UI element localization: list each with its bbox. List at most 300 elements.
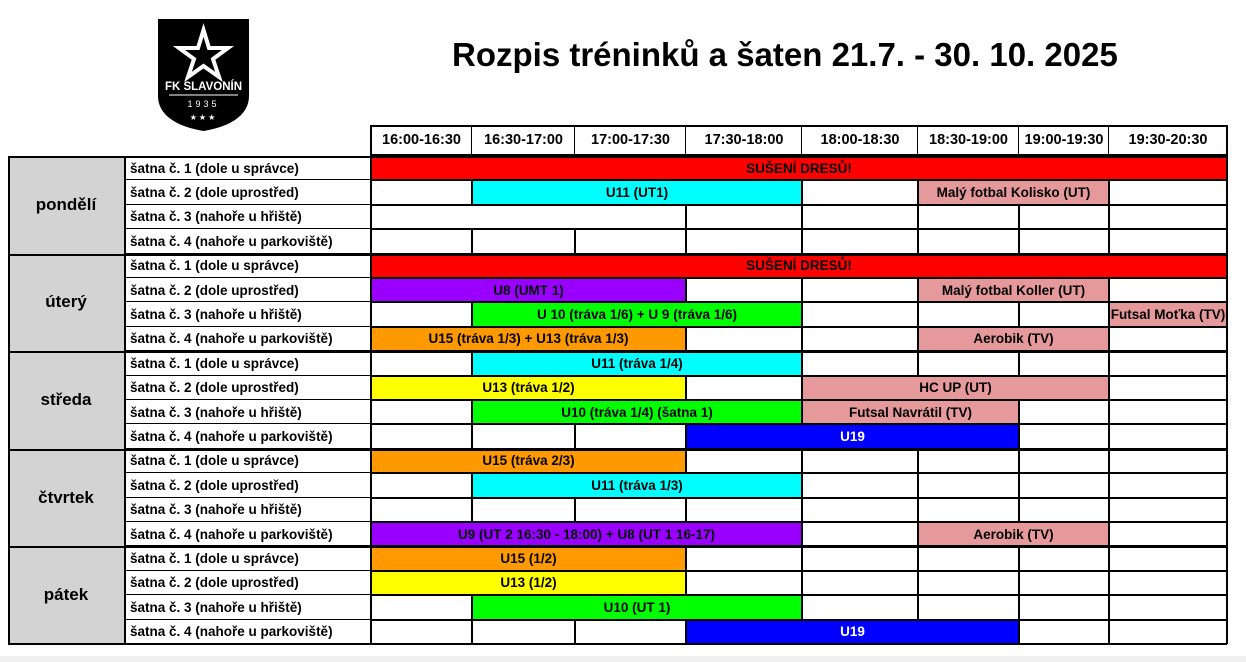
cell-border bbox=[802, 278, 918, 279]
room-label: šatna č. 2 (dole uprostřed) bbox=[124, 376, 371, 400]
cell-border bbox=[1019, 473, 1109, 474]
cell-border bbox=[1109, 400, 1110, 424]
empty-slot bbox=[1109, 229, 1227, 253]
cell-border bbox=[686, 449, 687, 473]
schedule-event bbox=[371, 546, 686, 570]
day-separator bbox=[8, 449, 1227, 451]
time-slot-header: 19:30-20:30 bbox=[1128, 132, 1208, 148]
header-border bbox=[371, 125, 1227, 127]
empty-slot bbox=[918, 473, 1019, 497]
room-label: šatna č. 1 (dole u správce) bbox=[124, 156, 371, 180]
room-label: šatna č. 2 (dole uprostřed) bbox=[124, 571, 371, 595]
empty-slot bbox=[472, 424, 575, 448]
schedule-event bbox=[802, 400, 1019, 424]
empty-slot bbox=[1109, 205, 1227, 229]
cell-border bbox=[686, 205, 802, 206]
cell-border bbox=[371, 229, 472, 230]
cell-border bbox=[801, 376, 802, 400]
cell-border bbox=[472, 498, 473, 522]
empty-slot bbox=[686, 205, 802, 229]
cell-border bbox=[1019, 424, 1109, 425]
cell-border bbox=[686, 498, 687, 522]
event-text: U8 (UMT 1) bbox=[493, 282, 564, 298]
cell-border bbox=[918, 571, 1019, 572]
event-text: U13 (1/2) bbox=[500, 575, 557, 591]
cell-border bbox=[686, 278, 802, 279]
cell-border bbox=[1019, 400, 1020, 424]
empty-slot bbox=[1109, 498, 1227, 522]
event-border bbox=[802, 376, 803, 400]
day-separator bbox=[8, 254, 1227, 256]
schedule-event bbox=[371, 278, 686, 302]
cell-border bbox=[1019, 595, 1020, 619]
empty-slot bbox=[575, 498, 686, 522]
empty-slot bbox=[802, 473, 918, 497]
schedule-event bbox=[371, 449, 686, 473]
cell-border bbox=[371, 180, 472, 181]
empty-slot bbox=[1109, 571, 1227, 595]
cell-border bbox=[802, 229, 918, 230]
event-text: U11 (UT1) bbox=[605, 185, 669, 201]
schedule-event bbox=[472, 302, 802, 326]
cell-border bbox=[802, 522, 803, 546]
time-slot-header: 18:30-19:00 bbox=[929, 132, 1008, 148]
cell-border bbox=[1019, 595, 1109, 596]
empty-slot bbox=[1109, 180, 1227, 204]
cell-border bbox=[918, 205, 919, 229]
empty-slot bbox=[371, 595, 472, 619]
empty-slot bbox=[918, 546, 1019, 570]
event-text: U10 (tráva 1/4) (šatna 1) bbox=[561, 404, 713, 420]
schedule-event bbox=[472, 595, 802, 619]
cell-border bbox=[918, 571, 919, 595]
empty-slot bbox=[802, 351, 918, 375]
cell-border bbox=[686, 498, 802, 499]
cell-border bbox=[1019, 498, 1109, 499]
empty-slot bbox=[686, 278, 802, 302]
cell-border bbox=[918, 229, 1019, 230]
event-text: Aerobik (TV) bbox=[973, 526, 1054, 542]
empty-slot bbox=[802, 546, 918, 570]
room-label: šatna č. 4 (nahoře u parkoviště) bbox=[124, 522, 371, 546]
cell-border bbox=[1019, 571, 1020, 595]
room-label: šatna č. 1 (dole u správce) bbox=[124, 254, 371, 278]
cell-border bbox=[686, 546, 687, 570]
header-border bbox=[370, 125, 371, 155]
empty-slot bbox=[802, 449, 918, 473]
room-label: šatna č. 3 (nahoře u hřiště) bbox=[124, 400, 371, 424]
room-label: šatna č. 4 (nahoře u parkoviště) bbox=[124, 229, 371, 253]
cell-border bbox=[472, 620, 473, 644]
empty-slot bbox=[686, 449, 802, 473]
empty-slot bbox=[371, 620, 472, 644]
event-border bbox=[686, 620, 1019, 621]
cell-border bbox=[471, 351, 472, 375]
empty-slot bbox=[686, 229, 802, 253]
room-label: šatna č. 3 (nahoře u hřiště) bbox=[124, 205, 371, 229]
empty-slot bbox=[1019, 595, 1109, 619]
schedule-event bbox=[686, 620, 1019, 644]
empty-slot bbox=[472, 620, 575, 644]
event-text: Futsal Navrátil (TV) bbox=[848, 404, 973, 420]
event-border bbox=[918, 327, 919, 351]
cell-border bbox=[802, 180, 918, 181]
cell-border bbox=[371, 595, 472, 596]
empty-slot bbox=[686, 376, 802, 400]
event-text: U11 (tráva 1/3) bbox=[591, 477, 683, 493]
cell-border bbox=[1109, 327, 1110, 351]
cell-border bbox=[472, 620, 575, 621]
empty-slot bbox=[918, 449, 1019, 473]
empty-slot bbox=[1019, 571, 1109, 595]
event-text: U11 (tráva 1/4) bbox=[591, 355, 683, 371]
day-separator bbox=[8, 156, 1227, 158]
room-label: šatna č. 4 (nahoře u parkoviště) bbox=[124, 424, 371, 448]
time-slot-header: 19:00-19:30 bbox=[1024, 132, 1104, 148]
cell-border bbox=[1019, 400, 1109, 401]
cell-border bbox=[686, 571, 687, 595]
cell-border bbox=[918, 449, 919, 473]
time-slot-header: 17:00-17:30 bbox=[591, 132, 670, 148]
cell-border bbox=[575, 229, 576, 253]
cell-border bbox=[1019, 205, 1109, 206]
schedule-event bbox=[1109, 302, 1227, 326]
empty-slot bbox=[371, 302, 472, 326]
header-border bbox=[574, 125, 575, 155]
cell-border bbox=[575, 229, 686, 230]
empty-slot bbox=[1019, 473, 1109, 497]
event-text: HC UP (UT) bbox=[919, 380, 992, 396]
cell-border bbox=[918, 546, 919, 570]
time-slot-header: 16:30-17:00 bbox=[484, 132, 563, 148]
schedule-event bbox=[918, 180, 1109, 204]
cell-border bbox=[1019, 302, 1109, 303]
empty-slot bbox=[1019, 400, 1109, 424]
empty-slot bbox=[918, 498, 1019, 522]
cell-border bbox=[802, 302, 918, 303]
schedule-event bbox=[918, 522, 1109, 546]
event-border bbox=[918, 522, 919, 546]
empty-slot bbox=[1109, 595, 1227, 619]
empty-slot bbox=[802, 327, 918, 351]
event-border bbox=[472, 302, 802, 303]
cell-border bbox=[1019, 302, 1020, 326]
cell-border bbox=[685, 620, 686, 644]
cell-border bbox=[1109, 424, 1110, 448]
cell-border bbox=[1019, 546, 1020, 570]
room-label: šatna č. 1 (dole u správce) bbox=[124, 546, 371, 570]
time-slot-header: 16:00-16:30 bbox=[382, 132, 461, 148]
header-border bbox=[1226, 125, 1227, 155]
empty-slot bbox=[802, 571, 918, 595]
cell-border bbox=[1109, 620, 1110, 644]
event-text: Malý fotbal Koller (UT) bbox=[941, 282, 1086, 298]
cell-border bbox=[802, 302, 803, 326]
cell-border bbox=[1019, 498, 1020, 522]
schedule-event bbox=[371, 156, 1227, 180]
cell-border bbox=[1108, 302, 1109, 326]
empty-slot bbox=[1109, 546, 1227, 570]
cell-border bbox=[371, 205, 686, 206]
empty-slot bbox=[1019, 302, 1109, 326]
cell-border bbox=[1109, 351, 1110, 375]
cell-border bbox=[802, 205, 918, 206]
header-border bbox=[917, 125, 918, 155]
event-border bbox=[472, 400, 802, 401]
cell-border bbox=[1109, 229, 1110, 253]
page-title: Rozpis tréninků a šaten 21.7. - 30. 10. 2025 bbox=[452, 36, 1118, 73]
time-slot-header: 18:00-18:30 bbox=[820, 132, 900, 148]
schedule-event bbox=[371, 327, 686, 351]
cell-border bbox=[686, 278, 687, 302]
room-label: šatna č. 2 (dole uprostřed) bbox=[124, 180, 371, 204]
cell-border bbox=[1109, 498, 1110, 522]
empty-slot bbox=[1019, 546, 1109, 570]
cell-border bbox=[1109, 180, 1110, 204]
empty-slot bbox=[802, 180, 918, 204]
empty-slot bbox=[371, 351, 472, 375]
cell-border bbox=[918, 205, 1019, 206]
event-text: U15 (tráva 2/3) bbox=[482, 453, 575, 469]
day-label: úterý bbox=[8, 254, 124, 352]
empty-slot bbox=[1019, 205, 1109, 229]
schedule-event bbox=[472, 180, 802, 204]
schedule-event bbox=[472, 351, 802, 375]
cell-border bbox=[917, 278, 918, 302]
cell-border bbox=[1109, 327, 1227, 328]
cell-border bbox=[802, 546, 803, 570]
empty-slot bbox=[686, 498, 802, 522]
cell-border bbox=[371, 400, 472, 401]
event-text: Futsal Moťka (TV) bbox=[1110, 307, 1226, 323]
day-label: čtvrtek bbox=[8, 449, 124, 547]
cell-border bbox=[1019, 205, 1020, 229]
table-border bbox=[1226, 125, 1228, 644]
empty-slot bbox=[1019, 498, 1109, 522]
event-text: U19 bbox=[840, 624, 865, 640]
empty-slot bbox=[1109, 449, 1227, 473]
day-separator bbox=[8, 351, 1227, 353]
event-border bbox=[802, 400, 1019, 401]
event-text: U19 bbox=[840, 429, 865, 445]
cell-border bbox=[472, 424, 473, 448]
cell-border bbox=[686, 571, 802, 572]
room-label: šatna č. 1 (dole u správce) bbox=[124, 351, 371, 375]
cell-border bbox=[1109, 571, 1110, 595]
empty-slot bbox=[918, 571, 1019, 595]
empty-slot bbox=[371, 498, 472, 522]
cell-border bbox=[1109, 205, 1110, 229]
cell-border bbox=[575, 424, 576, 448]
cell-border bbox=[802, 571, 803, 595]
empty-slot bbox=[575, 229, 686, 253]
cell-border bbox=[802, 522, 918, 523]
cell-border bbox=[802, 498, 803, 522]
cell-border bbox=[1019, 620, 1020, 644]
room-label: šatna č. 3 (nahoře u hřiště) bbox=[124, 498, 371, 522]
event-border bbox=[802, 376, 1109, 377]
event-border bbox=[472, 180, 473, 204]
cell-border bbox=[472, 229, 473, 253]
cell-border bbox=[575, 498, 576, 522]
cell-border bbox=[1109, 424, 1227, 425]
cell-border bbox=[1109, 376, 1110, 400]
time-slot-header: 17:30-18:00 bbox=[704, 132, 784, 148]
cell-border bbox=[1019, 449, 1020, 473]
table-border bbox=[8, 156, 10, 644]
event-border bbox=[1109, 302, 1110, 326]
event-border bbox=[686, 424, 1019, 425]
empty-slot bbox=[802, 229, 918, 253]
event-border bbox=[472, 473, 473, 497]
cell-border bbox=[1109, 473, 1227, 474]
event-border bbox=[918, 278, 919, 302]
empty-slot bbox=[1109, 327, 1227, 351]
cell-border bbox=[1019, 424, 1020, 448]
cell-border bbox=[1109, 498, 1227, 499]
empty-slot bbox=[918, 595, 1019, 619]
cell-border bbox=[371, 302, 472, 303]
empty-slot bbox=[472, 498, 575, 522]
empty-slot bbox=[371, 180, 472, 204]
cell-border bbox=[686, 327, 687, 351]
schedule-event bbox=[371, 376, 686, 400]
empty-slot bbox=[1019, 449, 1109, 473]
event-border bbox=[371, 278, 686, 279]
cell-border bbox=[1109, 205, 1227, 206]
event-border bbox=[1109, 302, 1227, 303]
room-label: šatna č. 4 (nahoře u parkoviště) bbox=[124, 620, 371, 644]
table-border bbox=[370, 125, 372, 644]
header-border bbox=[801, 125, 802, 155]
cell-border bbox=[802, 473, 803, 497]
cell-border bbox=[918, 473, 919, 497]
cell-border bbox=[1109, 449, 1110, 473]
cell-border bbox=[918, 302, 1019, 303]
cell-border bbox=[1019, 473, 1020, 497]
cell-border bbox=[371, 424, 472, 425]
header-border bbox=[371, 154, 1227, 156]
empty-slot bbox=[802, 522, 918, 546]
cell-border bbox=[686, 229, 802, 230]
event-border bbox=[686, 424, 687, 448]
event-border bbox=[371, 376, 686, 377]
cell-border bbox=[1019, 351, 1020, 375]
event-border bbox=[918, 327, 1109, 328]
cell-border bbox=[802, 205, 803, 229]
schedule-event bbox=[371, 522, 802, 546]
event-border bbox=[686, 620, 687, 644]
event-text: U15 (1/2) bbox=[500, 551, 557, 567]
day-separator bbox=[8, 546, 1227, 548]
room-label: šatna č. 4 (nahoře u parkoviště) bbox=[124, 327, 371, 351]
empty-slot bbox=[1109, 473, 1227, 497]
cell-border bbox=[1109, 229, 1227, 230]
empty-slot bbox=[918, 229, 1019, 253]
empty-slot bbox=[1109, 351, 1227, 375]
empty-slot bbox=[686, 571, 802, 595]
event-border bbox=[918, 180, 919, 204]
cell-border bbox=[802, 229, 803, 253]
cell-border bbox=[575, 620, 576, 644]
empty-slot bbox=[1109, 424, 1227, 448]
cell-border bbox=[575, 498, 686, 499]
empty-slot bbox=[802, 302, 918, 326]
cell-border bbox=[1109, 620, 1227, 621]
cell-border bbox=[471, 595, 472, 619]
cell-border bbox=[802, 180, 803, 204]
cell-border bbox=[918, 498, 919, 522]
empty-slot bbox=[802, 278, 918, 302]
room-label: šatna č. 3 (nahoře u hřiště) bbox=[124, 595, 371, 619]
logo-stars: ★★★ bbox=[189, 113, 218, 122]
empty-slot bbox=[1019, 620, 1109, 644]
cell-border bbox=[918, 473, 1019, 474]
event-border bbox=[802, 400, 803, 424]
empty-slot bbox=[1109, 522, 1227, 546]
cell-border bbox=[371, 473, 472, 474]
event-text: U 10 (tráva 1/6) + U 9 (tráva 1/6) bbox=[537, 307, 737, 323]
logo-name: FK SLAVONÍN bbox=[164, 81, 243, 93]
cell-border bbox=[1019, 229, 1020, 253]
cell-border bbox=[1109, 595, 1227, 596]
empty-slot bbox=[802, 595, 918, 619]
cell-border bbox=[686, 327, 802, 328]
event-border bbox=[472, 473, 802, 474]
cell-border bbox=[918, 595, 919, 619]
cell-border bbox=[686, 376, 687, 400]
schedule-event bbox=[802, 376, 1109, 400]
empty-slot bbox=[1019, 424, 1109, 448]
schedule-event bbox=[918, 327, 1109, 351]
cell-border bbox=[802, 327, 803, 351]
cell-border bbox=[1109, 546, 1110, 570]
cell-border bbox=[802, 595, 803, 619]
event-border bbox=[371, 327, 686, 328]
room-label: šatna č. 2 (dole uprostřed) bbox=[124, 278, 371, 302]
cell-border bbox=[918, 498, 1019, 499]
empty-slot bbox=[472, 229, 575, 253]
cell-border bbox=[1109, 571, 1227, 572]
cell-border bbox=[1109, 376, 1227, 377]
room-label: šatna č. 3 (nahoře u hřiště) bbox=[124, 302, 371, 326]
empty-slot bbox=[371, 205, 686, 229]
empty-slot bbox=[1019, 229, 1109, 253]
empty-slot bbox=[1109, 400, 1227, 424]
cell-border bbox=[471, 180, 472, 204]
cell-border bbox=[1019, 229, 1109, 230]
cell-border bbox=[1109, 278, 1227, 279]
cell-border bbox=[1109, 595, 1110, 619]
schedule-event bbox=[918, 278, 1109, 302]
empty-slot bbox=[918, 351, 1019, 375]
empty-slot bbox=[371, 473, 472, 497]
cell-border bbox=[371, 498, 472, 499]
event-border bbox=[918, 278, 1109, 279]
day-label: pondělí bbox=[8, 156, 124, 254]
empty-slot bbox=[918, 205, 1019, 229]
event-border bbox=[472, 400, 473, 424]
room-label: šatna č. 2 (dole uprostřed) bbox=[124, 473, 371, 497]
cell-border bbox=[472, 424, 575, 425]
event-border bbox=[918, 180, 1109, 181]
cell-border bbox=[917, 327, 918, 351]
cell-border bbox=[1019, 620, 1109, 621]
day-label: pátek bbox=[8, 546, 124, 644]
event-border bbox=[472, 595, 473, 619]
room-label: šatna č. 1 (dole u správce) bbox=[124, 449, 371, 473]
header-border bbox=[685, 125, 686, 155]
